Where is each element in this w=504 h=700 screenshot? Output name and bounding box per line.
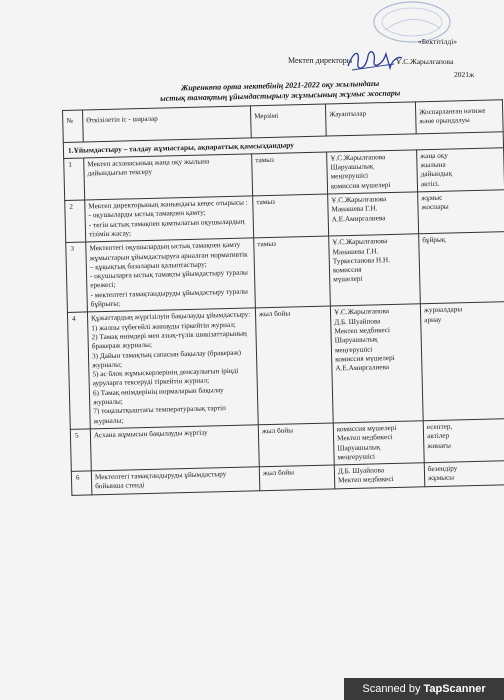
row-responsible-line: мүшелері: [333, 275, 363, 284]
scanner-watermark: [344, 678, 504, 700]
row-deadline: жыл бойы: [259, 465, 335, 490]
row-responsible-line: меңгерушісі: [330, 172, 369, 181]
row-result: [417, 148, 504, 192]
row-result-line: арнау: [424, 315, 442, 324]
row-responsible-line: Шаруашылық: [334, 335, 378, 345]
row-result-line: жоспары: [421, 202, 449, 212]
row-activity-line: Мектеп директорының жанындағы кеңес отырысы :: [88, 198, 248, 211]
document-title-line2: ыстық тамақтың ұйымдастырылу жұмысының жұмыс жоспары: [160, 88, 401, 103]
row-result-line: актісі.: [420, 179, 440, 189]
document-title-line1: Жиренкөпа орта мектебінің 2021-2022 оқу жылындағы: [180, 78, 380, 93]
row-responsible: [333, 421, 424, 465]
row-number: 1: [64, 158, 85, 201]
row-deadline: жыл бойы: [255, 306, 333, 424]
row-activity-line: Мектеп асханасының жаңа оқу жылына дайындығын тексеру: [87, 157, 210, 178]
row-responsible-line: Д.Б. Шуайпова: [334, 316, 381, 327]
row-activity: [84, 154, 253, 200]
row-responsible-line: Д.Б. Шуайпова: [337, 466, 385, 476]
row-activity-line: 5) ас блок жұмыскерлерінің денсаулығын іріңді ауруларға тексеруді тіркейтін журнал;: [92, 366, 239, 388]
row-number: 6: [71, 471, 92, 495]
row-result: [420, 302, 504, 421]
header-result: Жоспарланған нәтиже және орындалуы: [415, 100, 503, 134]
row-deadline: тамыз: [253, 194, 329, 238]
row-responsible: [334, 463, 425, 489]
row-activity-line: 2) Тамақ өнімдері мен азық-түлік шикізаттарының бракераж журналы;: [91, 329, 247, 351]
row-result-line: есептер,: [426, 422, 453, 432]
row-activity: [86, 238, 256, 312]
row-activity: [91, 467, 260, 495]
row-responsible-line: комиссия: [332, 265, 362, 275]
row-result-line: жұмысы: [428, 473, 455, 483]
row-activity-line: - оқушыларға ыстық тамақты ұйымдастыру туралы ережесі;: [89, 268, 248, 290]
row-result-line: безендіру: [427, 464, 458, 474]
row-responsible: [327, 150, 418, 194]
row-responsible-line: комиссия мүшелері: [330, 180, 391, 191]
row-responsible-line: Манашева Г.Н.: [332, 246, 379, 256]
row-activity-line: - оқушыларды ыстық тамақпен қамту;: [88, 208, 206, 220]
section-title: 1.Ұйымдастыру – талдау жұмыстары, ақпараттық қамсыздандыру: [63, 131, 503, 158]
row-result: [419, 232, 504, 304]
header-activity: Өткізілетін іс - шаралар: [83, 106, 252, 142]
approval-date: 2021ж: [454, 70, 475, 79]
row-responsible-line: комиссия мүшелері: [335, 353, 395, 364]
row-activity-line: 3) Дайын тамақтың сапасын бақылау (бракераж) журналы;: [91, 348, 242, 370]
header-num: №: [63, 110, 84, 142]
row-result-line: жаңа оқу: [420, 151, 448, 161]
row-result-line: бұйрық: [422, 235, 446, 245]
row-result-line: жылына: [420, 160, 446, 170]
row-activity-line: Мектептегі тамақтандыруды ұйымдастыру бойынша стенді: [94, 470, 227, 491]
row-activity-line: Құжаттардың жүргізілуін бақылауды ұйымдастыру:: [91, 310, 251, 323]
row-responsible-line: Ұ.С.Жарылғапова: [332, 237, 388, 247]
row-result: [424, 461, 504, 487]
table-row: [67, 302, 504, 429]
row-responsible-line: Мектеп медбикесі: [334, 325, 391, 336]
row-activity-line: - мектептегі тамақтандыруды ұйымдастыру туралы бұйрығы;: [90, 287, 249, 309]
row-number: 3: [66, 242, 88, 313]
row-activity-line: Мектептегі оқушылардың ыстық тамақпен қамту жұмыстарын ұйымдастыруға арналған нормативтік – құқықтық базаларын қалыптастыру;: [89, 240, 248, 272]
row-responsible-line: Ұ.С.Жарылғапова: [330, 153, 386, 163]
row-responsible-line: Шаруашылық: [337, 442, 381, 452]
row-result: [418, 190, 504, 234]
table-row: [66, 232, 504, 313]
row-activity: [87, 308, 258, 429]
director-line: Мектеп директоры: [288, 56, 353, 65]
row-activity-line: - тегін ыстық тамақпен қамтылатын оқушылардың тізімін жасау;: [88, 217, 245, 239]
row-activity: [90, 425, 259, 471]
row-responsible-line: меңгерушісі: [334, 345, 373, 354]
header-deadline: Мерзімі: [250, 104, 326, 137]
row-responsible-line: Ұ.С.Жарылғапова: [331, 195, 387, 205]
row-responsible-line: Мектеп медбикесі: [337, 433, 393, 443]
signature-icon: [344, 46, 404, 74]
row-activity-line: 7) тоңазытқыштағы температуралық тәртіп журналы;: [93, 404, 227, 425]
row-responsible-line: Манашева Г.Н.: [331, 204, 378, 214]
row-result-line: актілер: [426, 431, 450, 441]
row-deadline: тамыз: [252, 152, 328, 196]
row-responsible-line: Ұ.С.Жарылғапова: [333, 307, 390, 317]
row-responsible-line: Мектеп медбикесі: [338, 475, 394, 485]
row-responsible-line: А.Е.Амиргалиева: [335, 363, 390, 373]
row-result: [423, 419, 504, 463]
row-responsible-line: меңгерушісі: [337, 452, 376, 462]
header-responsible: Жауаптылар: [325, 102, 416, 136]
watermark-prefix: Scanned by: [362, 683, 421, 695]
plan-table: [62, 99, 504, 495]
row-activity-line: 1) жалпы түбегейлі жинауды тіркейтін журнал;: [91, 320, 236, 332]
row-activity-line: Асхана жұмысын бақылауды жүргізу: [93, 428, 208, 440]
row-deadline: тамыз: [254, 236, 331, 308]
row-responsible: [329, 234, 421, 306]
director-name: Ұ.С.Жарылғапова: [396, 57, 454, 66]
row-number: 5: [70, 429, 91, 472]
table-body: [64, 148, 504, 495]
row-responsible-line: комиссия мүшелері: [336, 423, 397, 434]
row-number: 4: [67, 312, 90, 429]
row-result-line: журналдары: [423, 305, 463, 315]
row-responsible-line: Шаруашылық: [330, 162, 374, 172]
approval-label: «Бектітілді»: [418, 37, 458, 46]
row-activity: [85, 196, 254, 242]
watermark-brand: TapScanner: [423, 683, 486, 695]
row-activity-line: 6) Тамақ өнімдерінің нормаларын бақылау журналы;: [92, 385, 224, 407]
row-number: 2: [65, 200, 86, 243]
row-result-line: дайындық: [420, 169, 453, 179]
row-result-line: жинағы: [427, 441, 452, 450]
row-responsible: [330, 304, 423, 423]
row-result-line: жұмыс: [421, 193, 443, 203]
row-deadline: жыл бойы: [258, 423, 334, 467]
row-responsible-line: А.Е.Амиргалиева: [331, 213, 386, 224]
row-responsible: [328, 192, 419, 236]
row-responsible-line: Туркестанова Н.Н.: [332, 255, 391, 266]
